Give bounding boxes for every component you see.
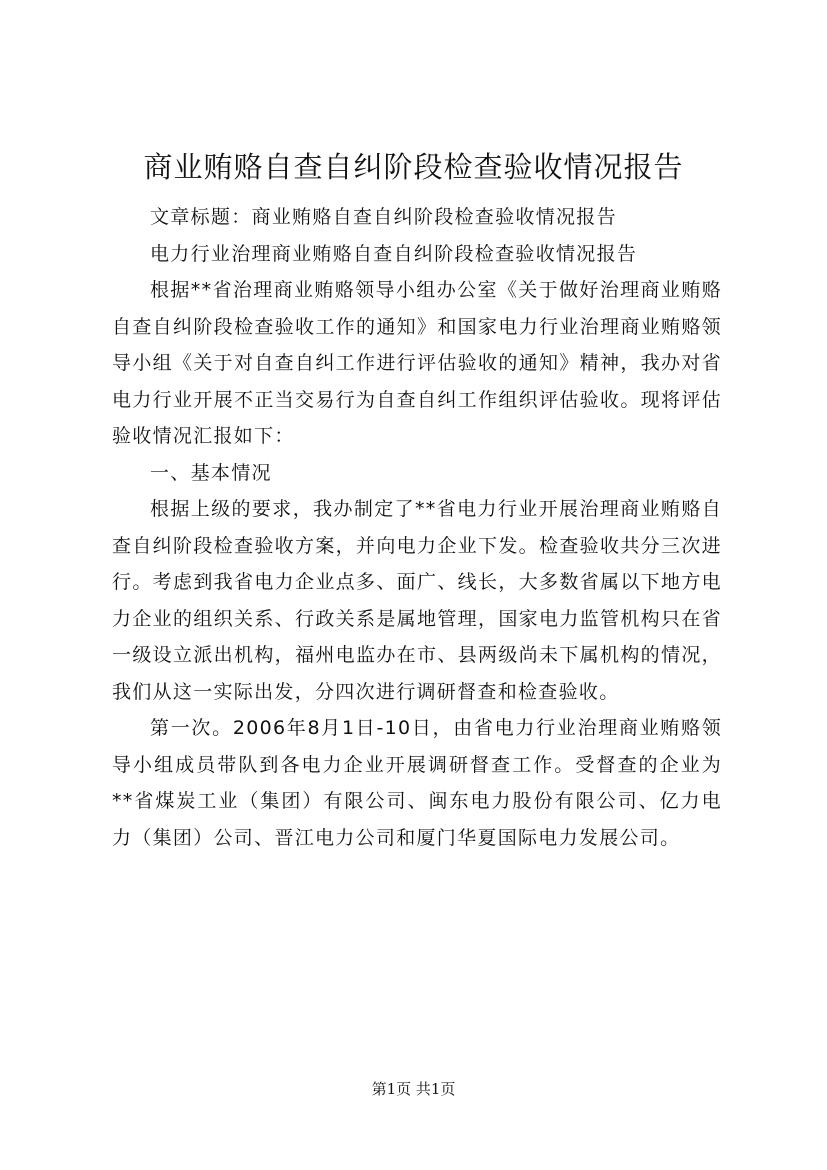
body-paragraph: 根据上级的要求，我办制定了**省电力行业开展治理商业贿赂自查自纠阶段检查验收方案，并向电力企业下发。检查验收共分三次进行。考虑到我省电力企业点多、面广、线长，大多数省属以下地方电力企业的组织关系、行政关系是属地管理，国家电力监管机构只在省一级设立派出机构，福州电监办在市、县两级尚未下属机构的情况，我们从这一实际出发，分四次进行调研督查和检查验收。	[112, 498, 722, 703]
document-body	[112, 199, 722, 856]
article-title-line: 文章标题：商业贿赂自查自纠阶段检查验收情况报告	[150, 206, 617, 228]
report-subtitle: 电力行业治理商业贿赂自查自纠阶段检查验收情况报告	[150, 242, 638, 265]
body-paragraph: 第一次。2006年8月1日-10日，由省电力行业治理商业贿赂领导小组成员带队到各电力企业开展调研督查工作。受督查的企业为**省煤炭工业（集团）有限公司、闽东电力股份有限公司、亿力电力（集团）公司、晋江电力公司和厦门华夏国际电力发展公司。	[112, 717, 722, 849]
page-number-footer: 第1页 共1页	[371, 1080, 456, 1098]
document-title: 商业贿赂自查自纠阶段检查验收情况报告	[143, 150, 684, 184]
section-heading: 一、基本情况	[150, 461, 272, 484]
intro-paragraph: 根据**省治理商业贿赂领导小组办公室《关于做好治理商业贿赂自查自纠阶段检查验收工作的通知》和国家电力行业治理商业贿赂领导小组《关于对自查自纠工作进行评估验收的通知》精神，我办对省电力行业开展不正当交易行为自查自纠工作组织评估验收。现将评估验收情况汇报如下：	[112, 279, 722, 447]
